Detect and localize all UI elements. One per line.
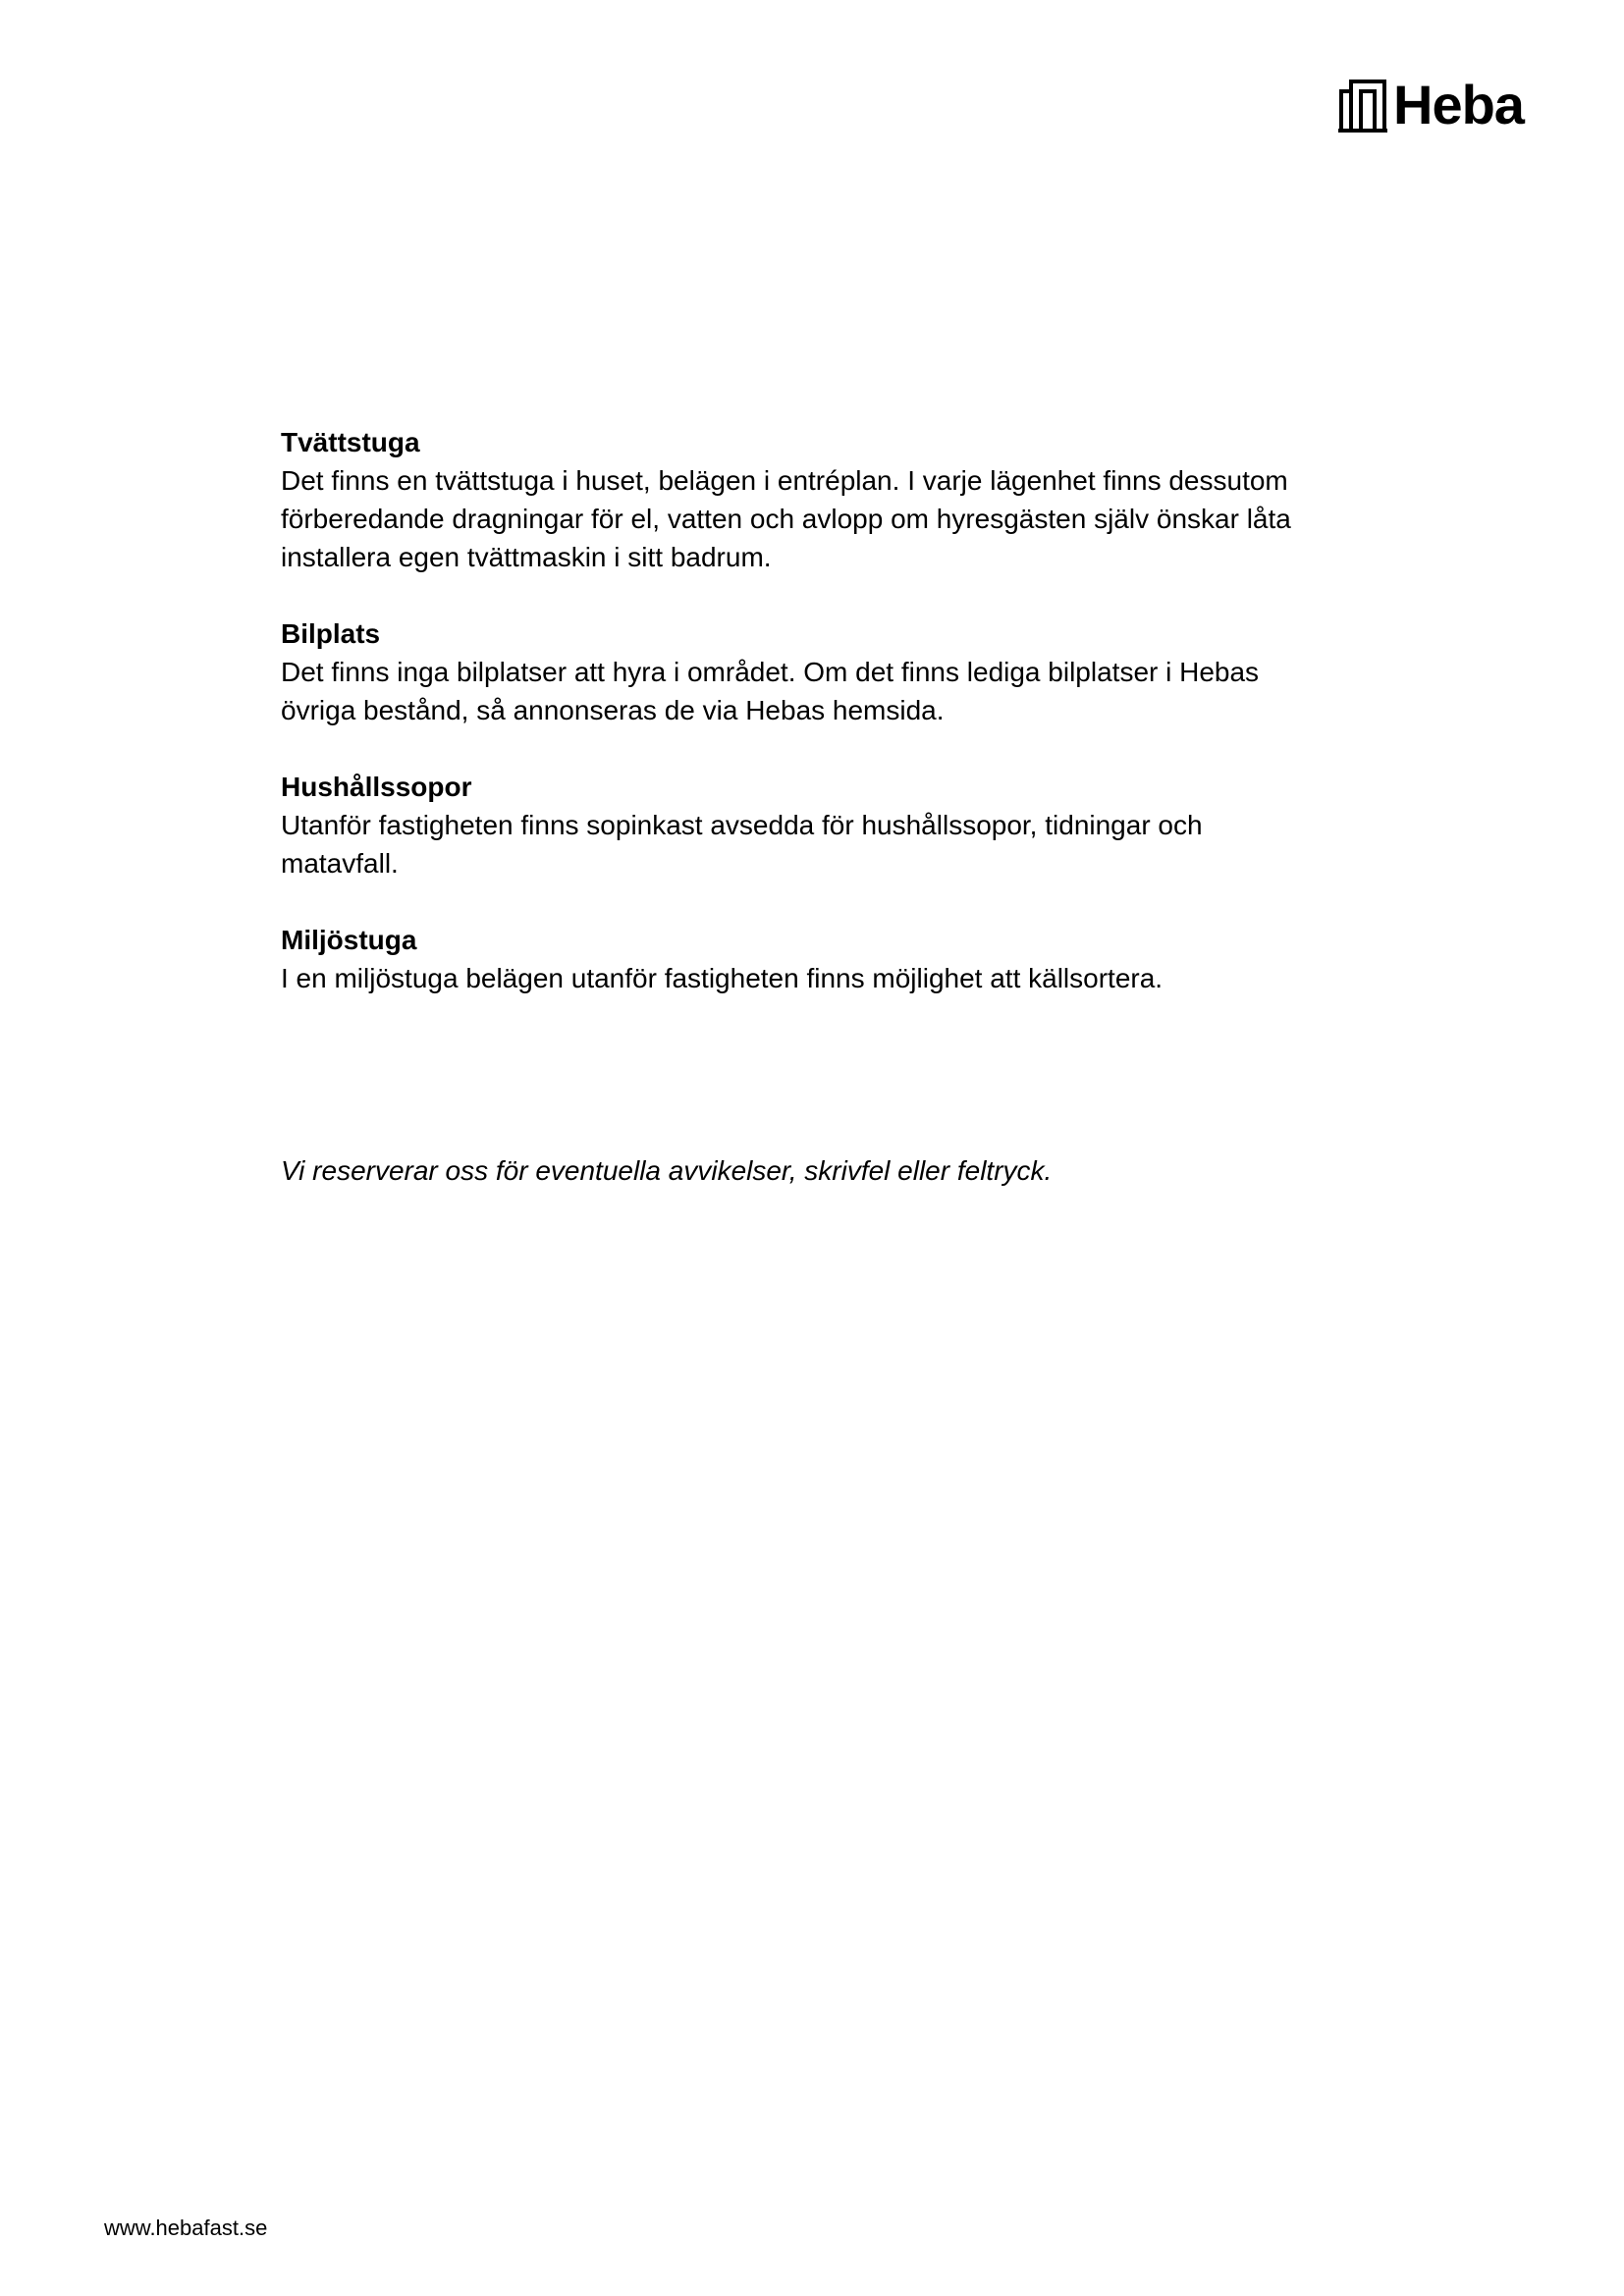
section-hushallssopor [281,768,1361,882]
logo-wordmark: Heba [1393,74,1524,135]
heba-logo [1338,74,1524,135]
section-text: Det finns inga bilplatser att hyra i området. Om det finns lediga bilplatser i Hebas övriga bestånd, så annonseras de via Hebas hemsida. [281,657,1260,725]
section-heading: Miljöstuga [281,925,417,955]
disclaimer-text: Vi reserverar oss för eventuella avvikelser, skrivfel eller feltryck. [281,1155,1053,1186]
section-text: Utanför fastigheten finns sopinkast avsedda för hushållssopor, tidningar och matavfall. [281,810,1203,879]
section-miljostuga [281,921,1361,997]
footer-url: www.hebafast.se [104,2216,268,2240]
section-heading: Bilplats [281,618,381,649]
section-heading: Tvättstuga [281,427,420,457]
section-heading: Hushållssopor [281,772,472,802]
section-tvattstuga [281,423,1361,576]
building-icon [1338,78,1387,133]
section-text: Det finns en tvättstuga i huset, belägen i entréplan. I varje lägenhet finns dessutom förberedande dragningar för el, vatten och avlopp om hyresgästen själv önskar låta installera egen tvättmaskin i sitt badrum. [281,465,1291,572]
section-text: I en miljöstuga belägen utanför fastigheten finns möjlighet att källsortera. [281,963,1164,993]
section-bilplats [281,614,1361,729]
document-body [281,423,1361,1036]
